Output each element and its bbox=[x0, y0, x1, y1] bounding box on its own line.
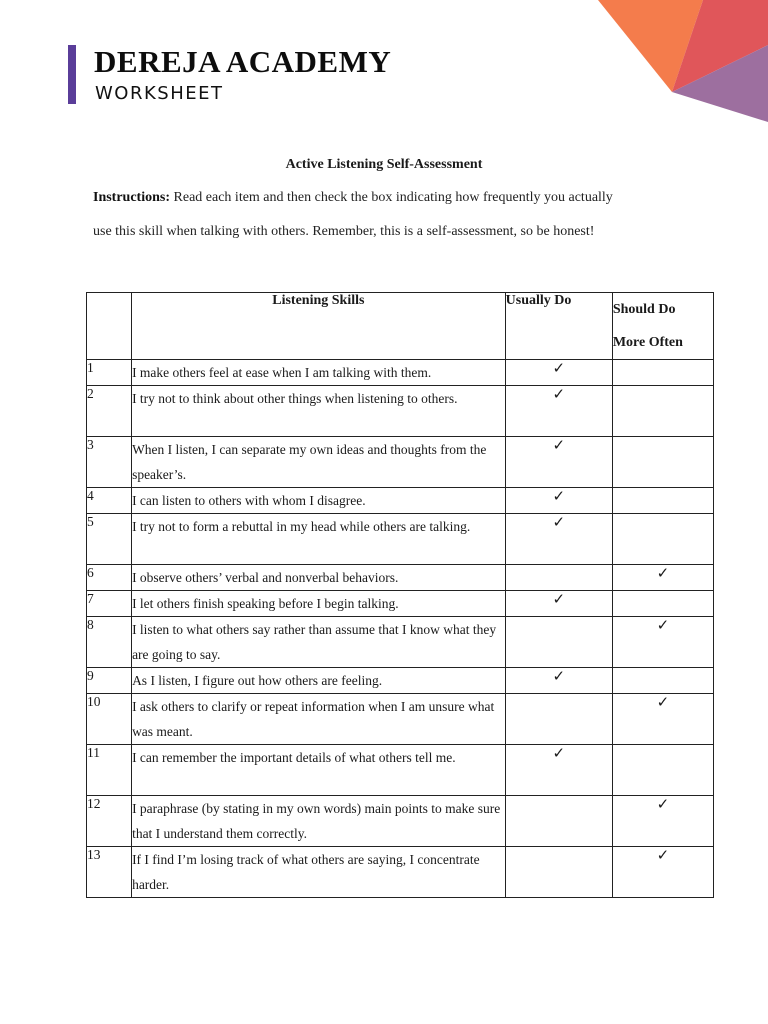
skill-text: I make others feel at ease when I am talking with them. bbox=[132, 360, 506, 386]
usually-do-checkbox[interactable] bbox=[505, 591, 612, 617]
header-should-do-more-often bbox=[612, 293, 713, 360]
checkmark-icon: ✓ bbox=[552, 359, 566, 377]
usually-do-checkbox[interactable] bbox=[505, 617, 612, 668]
checkmark-icon: ✓ bbox=[656, 616, 670, 634]
row-number: 5 bbox=[87, 514, 132, 565]
skill-text: I ask others to clarify or repeat information when I am unsure what was meant. bbox=[132, 694, 506, 745]
checkmark-icon: ✓ bbox=[656, 693, 670, 711]
header-number-cell bbox=[87, 293, 132, 360]
skill-text: I let others finish speaking before I begin talking. bbox=[132, 591, 506, 617]
usually-do-checkbox[interactable] bbox=[505, 514, 612, 565]
should-do-more-checkbox[interactable] bbox=[612, 565, 713, 591]
usually-do-checkbox[interactable] bbox=[505, 847, 612, 898]
row-number: 1 bbox=[87, 360, 132, 386]
usually-do-checkbox[interactable] bbox=[505, 386, 612, 437]
checkmark-icon: ✓ bbox=[656, 846, 670, 864]
row-number: 4 bbox=[87, 488, 132, 514]
should-do-more-checkbox[interactable] bbox=[612, 847, 713, 898]
should-do-more-checkbox[interactable] bbox=[612, 745, 713, 796]
usually-do-checkbox[interactable] bbox=[505, 565, 612, 591]
should-do-more-checkbox[interactable] bbox=[612, 488, 713, 514]
table-header-row bbox=[87, 293, 714, 360]
should-do-more-checkbox[interactable] bbox=[612, 591, 713, 617]
table-row bbox=[87, 745, 714, 796]
table-row bbox=[87, 514, 714, 565]
row-number: 11 bbox=[87, 745, 132, 796]
skill-text: I try not to form a rebuttal in my head while others are talking. bbox=[132, 514, 506, 565]
row-number: 13 bbox=[87, 847, 132, 898]
checkmark-icon: ✓ bbox=[656, 795, 670, 813]
row-number: 9 bbox=[87, 668, 132, 694]
row-number: 6 bbox=[87, 565, 132, 591]
instructions-text-1: Read each item and then check the box indicating how frequently you actually bbox=[173, 190, 613, 205]
row-number: 7 bbox=[87, 591, 132, 617]
row-number: 12 bbox=[87, 796, 132, 847]
checkmark-icon: ✓ bbox=[656, 564, 670, 582]
checkmark-icon: ✓ bbox=[552, 436, 566, 454]
usually-do-checkbox[interactable] bbox=[505, 488, 612, 514]
should-do-more-checkbox[interactable] bbox=[612, 437, 713, 488]
skill-text: I can remember the important details of what others tell me. bbox=[132, 745, 506, 796]
table-row bbox=[87, 565, 714, 591]
usually-do-checkbox[interactable] bbox=[505, 437, 612, 488]
checkmark-icon: ✓ bbox=[552, 487, 566, 505]
should-do-more-checkbox[interactable] bbox=[612, 668, 713, 694]
header-should-do-line1: Should Do bbox=[612, 302, 676, 317]
should-do-more-checkbox[interactable] bbox=[612, 514, 713, 565]
skill-text: I try not to think about other things when listening to others. bbox=[132, 386, 506, 437]
skill-text: As I listen, I figure out how others are feeling. bbox=[132, 668, 506, 694]
table-row bbox=[87, 591, 714, 617]
usually-do-checkbox[interactable] bbox=[505, 745, 612, 796]
table-row bbox=[87, 360, 714, 386]
should-do-more-checkbox[interactable] bbox=[612, 360, 713, 386]
table-row bbox=[87, 437, 714, 488]
skill-text: I listen to what others say rather than assume that I know what they are going to say. bbox=[132, 617, 506, 668]
checkmark-icon: ✓ bbox=[552, 744, 566, 762]
table-row bbox=[87, 386, 714, 437]
usually-do-checkbox[interactable] bbox=[505, 360, 612, 386]
usually-do-checkbox[interactable] bbox=[505, 668, 612, 694]
instructions-line-1 bbox=[93, 190, 693, 206]
table-row bbox=[87, 694, 714, 745]
usually-do-checkbox[interactable] bbox=[505, 796, 612, 847]
checkmark-icon: ✓ bbox=[552, 590, 566, 608]
header-usually-do: Usually Do bbox=[505, 293, 612, 360]
row-number: 8 bbox=[87, 617, 132, 668]
skill-text: I paraphrase (by stating in my own words) main points to make sure that I understand them correctly. bbox=[132, 796, 506, 847]
checkmark-icon: ✓ bbox=[552, 667, 566, 685]
instructions-line-2: use this skill when talking with others. Remember, this is a self-assessment, so be honest! bbox=[93, 224, 595, 239]
header-accent-bar bbox=[68, 45, 76, 104]
header-should-do-line2: More Often bbox=[612, 335, 683, 350]
checkmark-icon: ✓ bbox=[552, 385, 566, 403]
should-do-more-checkbox[interactable] bbox=[612, 796, 713, 847]
brand-title: DEREJA ACADEMY bbox=[94, 44, 392, 79]
should-do-more-checkbox[interactable] bbox=[612, 386, 713, 437]
should-do-more-checkbox[interactable] bbox=[612, 694, 713, 745]
document-title: Active Listening Self-Assessment bbox=[285, 157, 483, 172]
row-number: 10 bbox=[87, 694, 132, 745]
instructions-label: Instructions: bbox=[93, 190, 171, 205]
checkmark-icon: ✓ bbox=[552, 513, 566, 531]
table-row bbox=[87, 796, 714, 847]
skill-text: I can listen to others with whom I disagree. bbox=[132, 488, 506, 514]
table-row bbox=[87, 668, 714, 694]
table-row bbox=[87, 847, 714, 898]
listening-skills-table bbox=[86, 292, 714, 898]
table-row bbox=[87, 617, 714, 668]
table-row bbox=[87, 488, 714, 514]
should-do-more-checkbox[interactable] bbox=[612, 617, 713, 668]
row-number: 3 bbox=[87, 437, 132, 488]
usually-do-checkbox[interactable] bbox=[505, 694, 612, 745]
worksheet-label: WORKSHEET bbox=[95, 83, 224, 104]
header-listening-skills: Listening Skills bbox=[132, 293, 506, 360]
skill-text: When I listen, I can separate my own ideas and thoughts from the speaker’s. bbox=[132, 437, 506, 488]
skill-text: If I find I’m losing track of what others are saying, I concentrate harder. bbox=[132, 847, 506, 898]
skill-text: I observe others’ verbal and nonverbal behaviors. bbox=[132, 565, 506, 591]
row-number: 2 bbox=[87, 386, 132, 437]
